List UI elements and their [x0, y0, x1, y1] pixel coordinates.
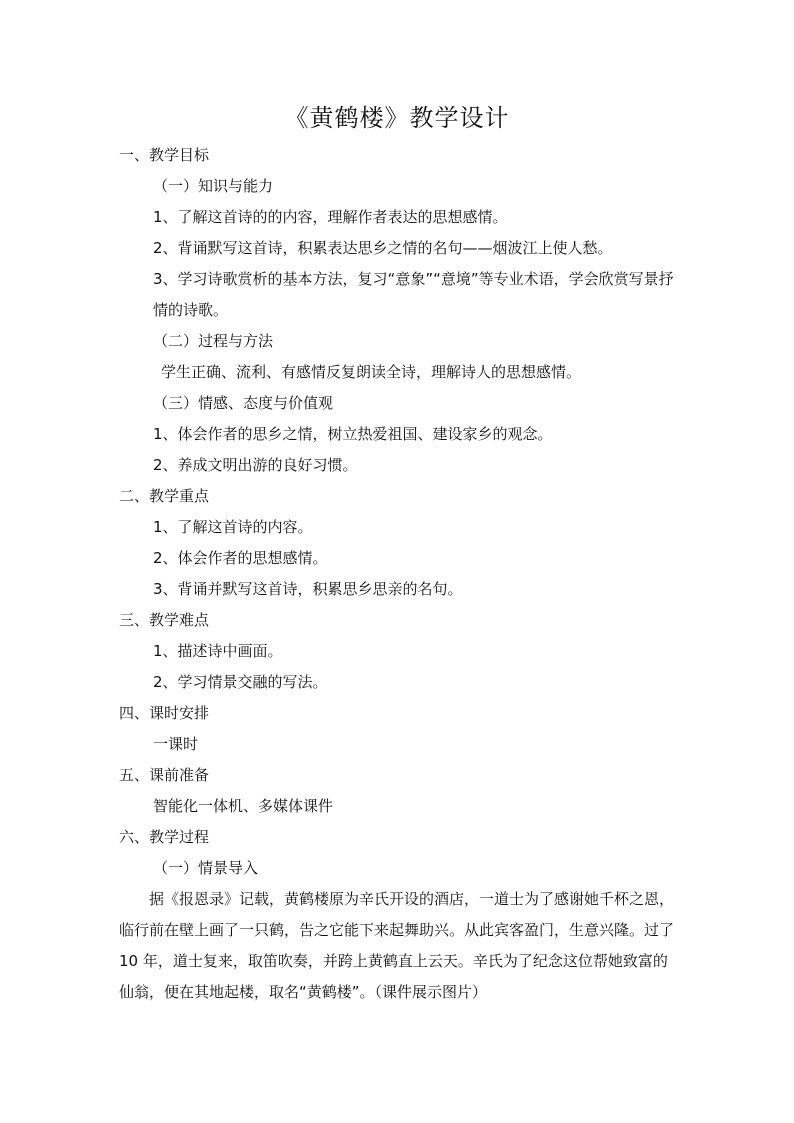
subsection-heading-knowledge: （一）知识与能力 — [153, 177, 274, 195]
subsection-heading-intro: （一）情景导入 — [153, 859, 259, 877]
paragraph: 学生正确、流利、有感情反复朗读全诗，理解诗人的思想感情。 — [161, 363, 582, 381]
list-item: 1、描述诗中画面。 — [153, 642, 283, 660]
paragraph: 智能化一体机、多媒体课件 — [153, 797, 334, 815]
paragraph: 据《报恩录》记载，黄鹤楼原为辛氏开设的酒店，一道士为了感谢她千杯之恩，临行前在壁上画了一只鹤，告之它能下来起舞助兴。从此宾客盈门，生意兴隆。过了 10 年，道士复来，取笛吹奏，并跨上黄鹤直上云天。辛氏为了纪念这位帮她致富的仙翁，便在其地起楼，取名“黄鹤楼”。（课件展示图片） — [119, 890, 675, 1001]
list-item: 1、了解这首诗的的内容，理解作者表达的思想感情。 — [153, 208, 508, 226]
section-heading-schedule: 四、课时安排 — [119, 704, 210, 722]
paragraph: 一课时 — [153, 735, 199, 753]
section-heading-process: 六、教学过程 — [119, 828, 210, 846]
document-body — [119, 140, 679, 1008]
list-item: 2、养成文明出游的良好习惯。 — [153, 456, 358, 474]
subsection-heading-attitude: （三）情感、态度与价值观 — [153, 394, 334, 412]
list-item: 2、体会作者的思想感情。 — [153, 549, 328, 567]
list-item: 1、体会作者的思乡之情，树立热爱祖国、建设家乡的观念。 — [153, 425, 553, 443]
section-heading-difficulties: 三、教学难点 — [119, 611, 210, 629]
section-heading-preparation: 五、课前准备 — [119, 766, 210, 784]
list-item: 2、学习情景交融的写法。 — [153, 673, 328, 691]
document-title: 《黄鹤楼》教学设计 — [284, 104, 510, 132]
list-item: 1、了解这首诗的内容。 — [153, 518, 313, 536]
list-item: 3、学习诗歌赏析的基本方法，复习“意象”“意境”等专业术语，学会欣赏写景抒情的诗歌。 — [153, 270, 674, 319]
section-heading-key-points: 二、教学重点 — [119, 487, 210, 505]
list-item: 2、背诵默写这首诗，积累表达思乡之情的名句——烟波江上使人愁。 — [153, 239, 613, 257]
subsection-heading-process: （二）过程与方法 — [153, 332, 274, 350]
list-item: 3、背诵并默写这首诗，积累思乡思亲的名句。 — [153, 580, 463, 598]
section-heading-objectives: 一、教学目标 — [119, 146, 210, 164]
